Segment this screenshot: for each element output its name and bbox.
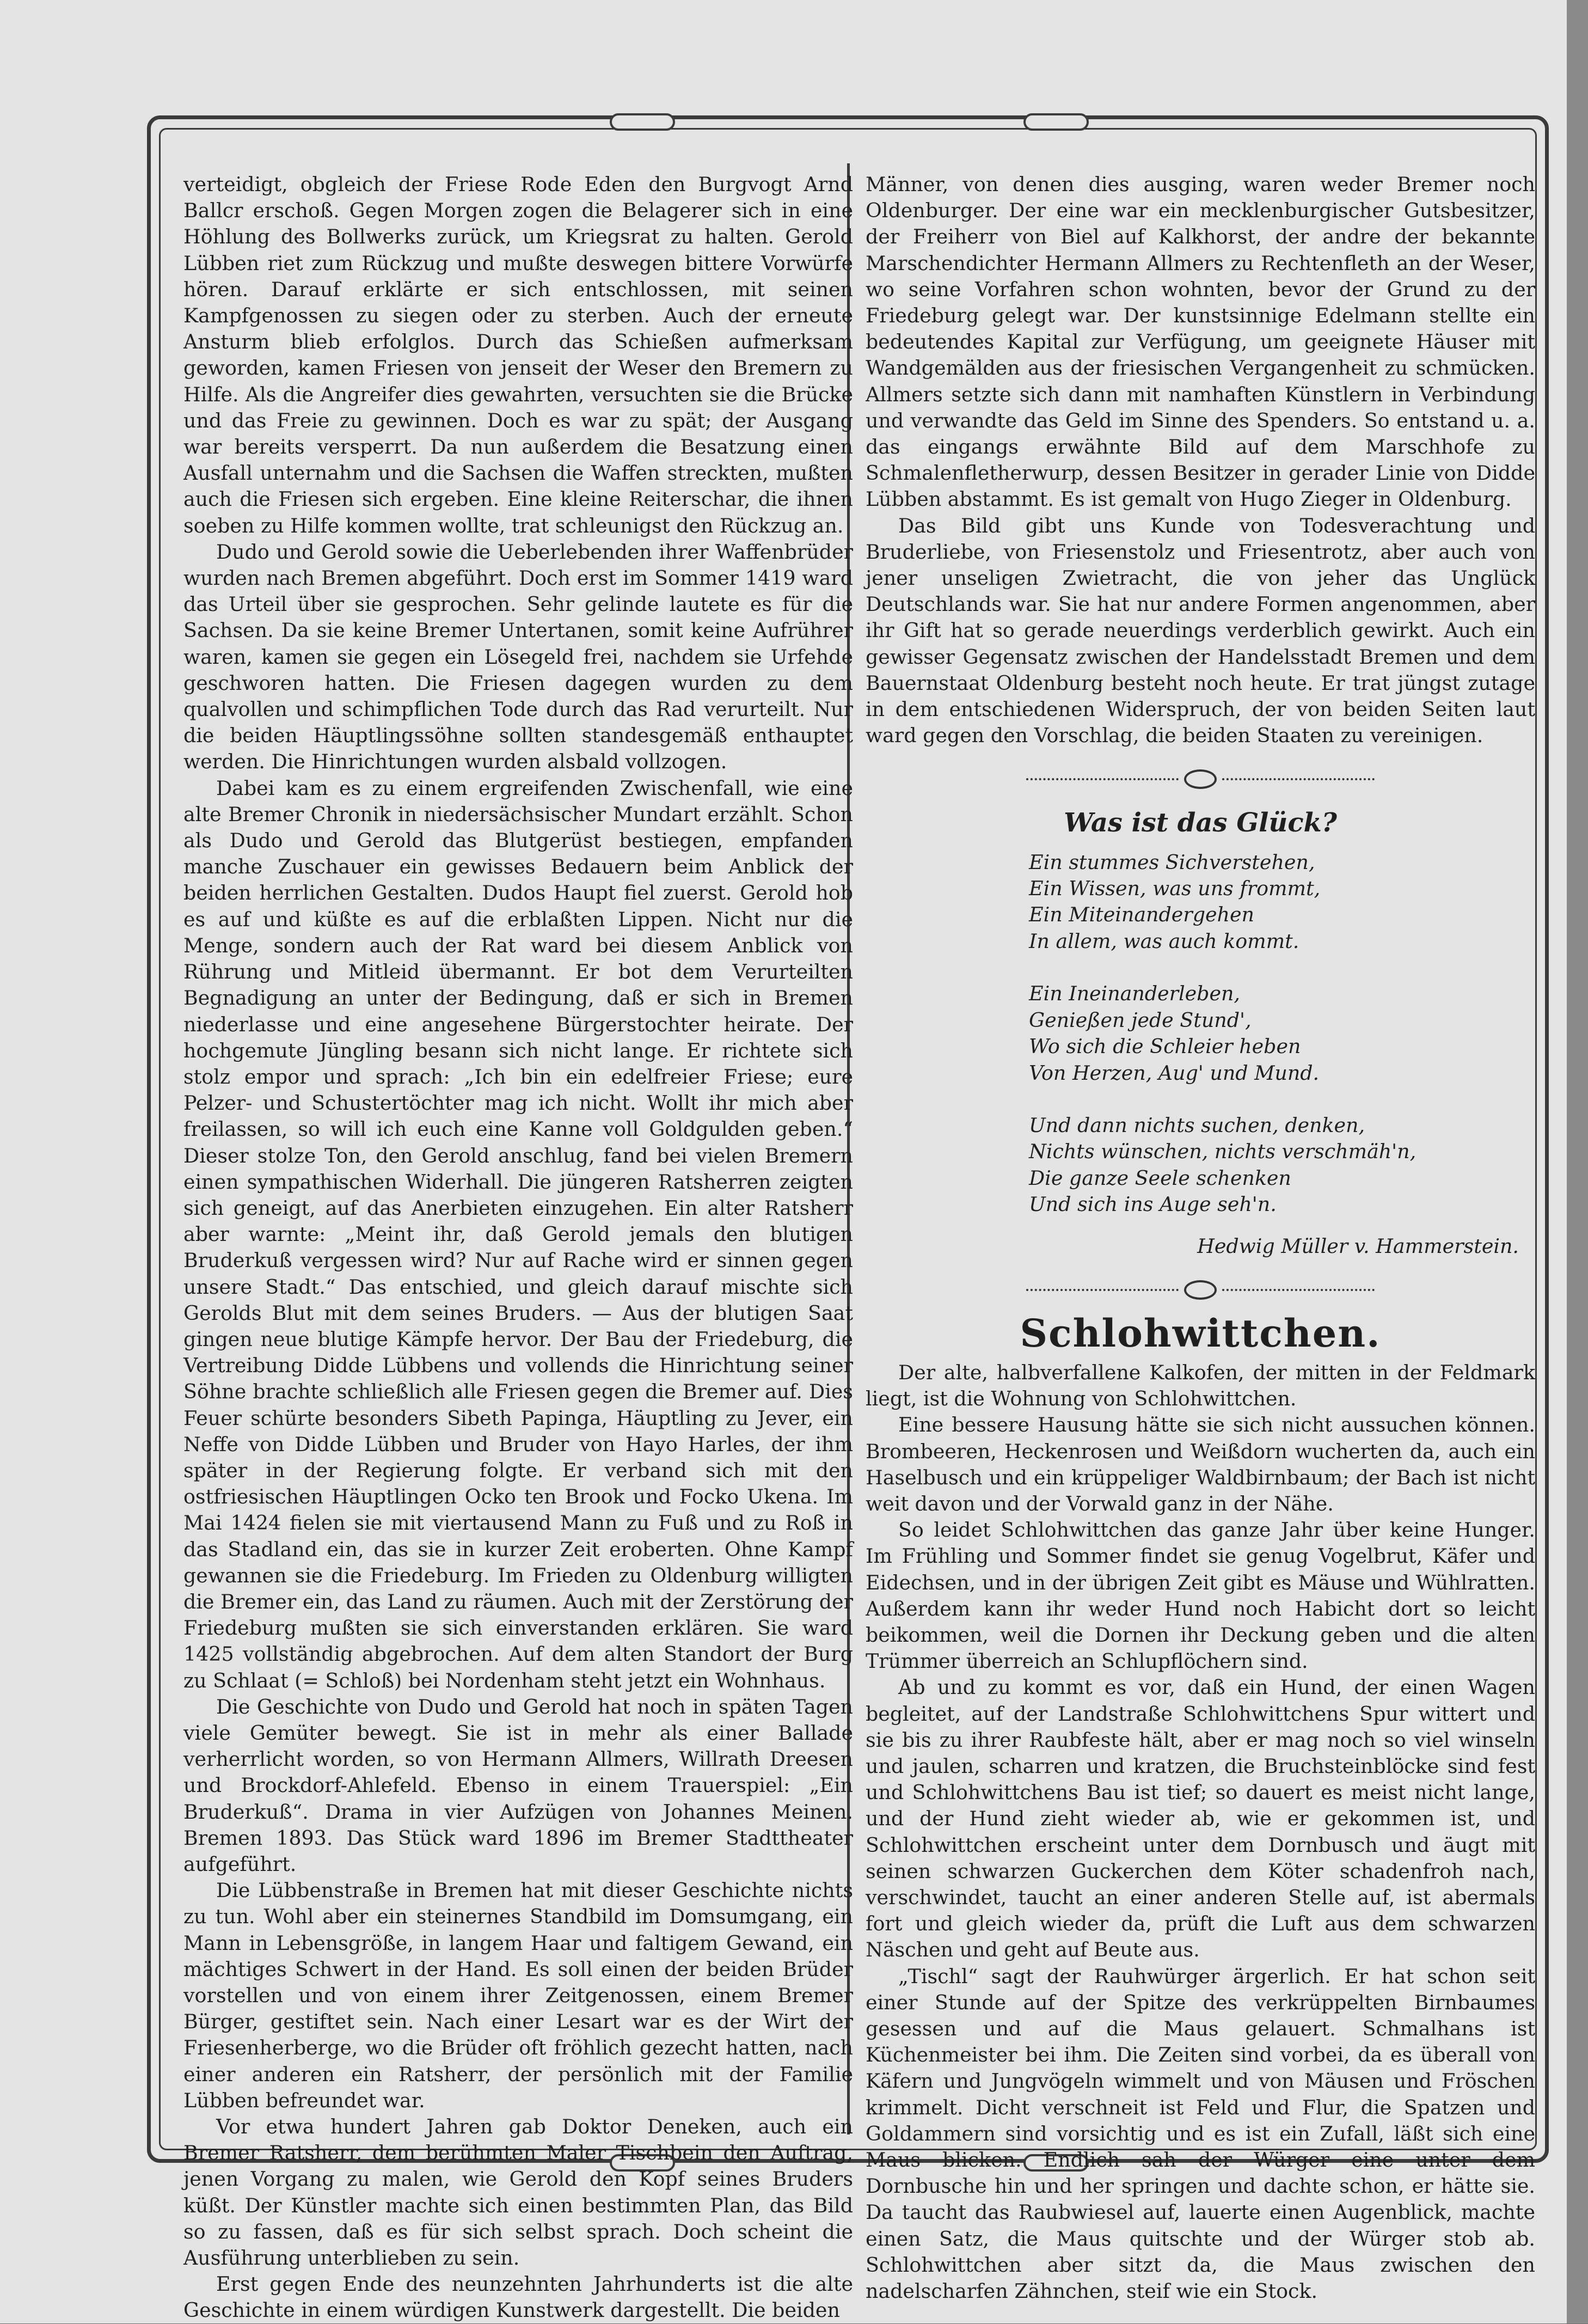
poem-stanza — [1029, 1112, 1535, 1218]
poem-line: Nichts wünschen, nichts verschmäh'n, — [1029, 1140, 1417, 1164]
ornamental-divider — [866, 763, 1535, 796]
poem-stanza — [1029, 849, 1535, 955]
frame-ornament-top-left — [610, 113, 675, 131]
left-column — [159, 172, 853, 2324]
paragraph: Vor etwa hundert Jahren gab Doktor Deneken, auch ein Bremer Ratsherr, dem berühmten Maler Tischbein den Auftrag, jenen Vorgang zu malen, wie Gerold den Kopf seines Bruders küßt. Der Künstler machte sich einen bestimmten Plan, das Bild so zu fassen, daß es für sich selbst sprach. Doch scheint die Ausführung unterblieben zu sein. — [183, 2115, 853, 2270]
paragraph: Die Geschichte von Dudo und Gerold hat noch in späten Tagen viele Gemüter bewegt. Sie ist in mehr als einer Ballade verherrlicht worden, so von Hermann Allmers, Willrath Dreesen und Brockdorf-Ahlefeld. Ebenso in einem Trauerspiel: „Ein Bruderkuß“. Drama in vier Aufzügen von Johannes Meinen. Bremen 1893. Das Stück ward 1896 im Bremer Stadttheater aufgeführt. — [183, 1695, 853, 1876]
poem-stanza — [1029, 981, 1535, 1086]
right-column — [866, 172, 1535, 2304]
poem-line: Von Herzen, Aug' und Mund. — [1029, 1061, 1320, 1085]
poem — [1029, 849, 1535, 1218]
poem-author: Hedwig Müller v. Hammerstein. — [1197, 1234, 1519, 1258]
paragraph: Das Bild gibt uns Kunde von Todesverachtung und Bruderliebe, von Friesenstolz und Friesentrotz, aber auch von jener unseligen Zwietracht, die von jeher das Unglück Deutschlands war. Sie hat nur andere Formen angenommen, aber ihr Gift hat so gerade neuerdings verderblich gewirkt. Auch ein gewisser Gegensatz zwischen der Handelsstadt Bremen und dem Bauernstaat Oldenburg besteht noch heute. Er trat jüngst zutage in dem entschiedenen Widerspruch, der von beiden Seiten laut ward gegen den Vorschlag, die beiden Staaten zu vereinigen. — [866, 513, 1535, 748]
ornamental-divider — [866, 1274, 1535, 1306]
paragraph: Eine bessere Hausung hätte sie sich nicht aussuchen können. Brombeeren, Heckenrosen und Weißdorn wucherten da, auch ein Haselbusch und ein krüppeliger Waldbirnbaum; der Bach ist nicht weit davon und der Vorwald ganz in der Nähe. — [866, 1413, 1535, 1515]
poem-line: Ein Wissen, was uns frommt, — [1029, 877, 1321, 901]
paragraph: So leidet Schlohwittchen das ganze Jahr über keine Hunger. Im Frühling und Sommer findet sie genug Vogelbrut, Käfer und Eidechsen, und in der übrigen Zeit gibt es Mäuse und Wühlratten. Außerdem kann ihr weder Hund noch Habicht dort so leicht beikommen, weil die Dornen ihr Deckung geben und die alten Trümmer überreich an Schlupflöchern sind. — [866, 1518, 1535, 1673]
poem-line: Ein stummes Sichverstehen, — [1029, 850, 1315, 874]
poem-line: Ein Miteinandergehen — [1029, 903, 1254, 927]
poem-line: Wo sich die Schleier heben — [1029, 1035, 1301, 1059]
paragraph: Männer, von denen dies ausging, waren weder Bremer noch Oldenburger. Der eine war ein mecklenburgischer Gutsbesitzer, der Freiherr von Biel auf Kalkhorst, der andre der bekannte Marschendichter Hermann Allmers zu Rechtenfleth an der Weser, wo seine Vorfahren schon wohnten, bevor der Grund zu der Friedeburg gelegt war. Der kunstsinnige Edelmann stellte ein bedeutendes Kapital zur Verfügung, um geeignete Häuser mit Wandgemälden aus der friesischen Vergangenheit zu schmücken. Allmers setzte sich dann mit namhaften Künstlern in Verbindung und verwandte das Geld im Sinne des Spenders. So entstand u. a. das eingangs erwähnte Bild auf dem Marschhofe zu Schmalenfletherwurp, dessen Besitzer in gerader Linie von Didde Lübben abstammt. Es ist gemalt von Hugo Zieger in Oldenburg. — [866, 173, 1535, 511]
paragraph: Dudo und Gerold sowie die Ueberlebenden ihrer Waffenbrüder wurden nach Bremen abgeführt. Doch erst im Sommer 1419 ward das Urteil über sie gesprochen. Sehr gelinde lautete es für die Sachsen. Da sie keine Bremer Untertanen, somit keine Aufrührer waren, kamen sie gegen ein Lösegeld frei, nachdem sie Urfehde geschworen hatten. Die Friesen dagegen wurden zu dem qualvollen und schimpflichen Tode durch das Rad verurteilt. Nur die beiden Häuptlingssöhne sollten standesgemäß enthauptet werden. Die Hinrichtungen wurden alsbald vollzogen. — [183, 540, 853, 774]
poem-line: Genießen jede Stund', — [1029, 1008, 1252, 1032]
poem-line: Und sich ins Auge seh'n. — [1029, 1192, 1277, 1216]
poem-line: In allem, was auch kommt. — [1029, 929, 1299, 953]
page-edge — [1567, 0, 1588, 2323]
poem-line: Ein Ineinanderleben, — [1029, 982, 1241, 1006]
poem-line: Die ganze Seele schenken — [1029, 1166, 1291, 1190]
story-title: Schlohwittchen. — [1020, 1310, 1381, 1356]
paragraph: Die Lübbenstraße in Bremen hat mit dieser Geschichte nichts zu tun. Wohl aber ein steinernes Standbild im Domsumgang, ein Mann in Lebensgröße, in langem Haar und faltigem Gewand, ein mächtiges Schwert in der Hand. Es soll einen der beiden Brüder vorstellen und von einem ihrer Zeitgenossen, einem Bremer Bürger, gestiftet sein. Nach einer Lesart war es der Wirt der Friesenherberge, wo die Brüder oft fröhlich gezecht hatten, nach einer anderen ein Ratsherr, der persönlich mit der Familie Lübben befreundet war. — [183, 1879, 853, 2112]
frame-ornament-top-right — [1023, 113, 1089, 131]
knot-ornament-icon — [1184, 1280, 1217, 1300]
poem-title: Was ist das Glück? — [1064, 808, 1337, 839]
knot-ornament-icon — [1184, 769, 1217, 789]
paragraph: Der alte, halbverfallene Kalkofen, der mitten in der Feldmark liegt, ist die Wohnung von Schlohwittchen. — [866, 1360, 1535, 1411]
paragraph: verteidigt, obgleich der Friese Rode Eden den Burgvogt Arnd Ballcr erschoß. Gegen Morgen zogen die Belagerer sich in eine Höhlung des Bollwerks zurück, um Kriegsrat zu halten. Gerold Lübben riet zum Rückzug und mußte deswegen bittere Vorwürfe hören. Darauf erklärte er sich entschlossen, mit seinen Kampfgenossen zu siegen oder zu sterben. Auch der erneute Ansturm blieb erfolglos. Durch das Schießen aufmerksam geworden, kamen Friesen von jenseit der Weser den Bremern zu Hilfe. Als die Angreifer dies gewahrten, versuchten sie die Brücke und das Freie zu gewinnen. Doch es war zu spät; der Ausgang war bereits versperrt. Da nun außerdem die Besatzung einen Ausfall unternahm und die Sachsen die Waffen streckten, mußten auch die Friesen sich ergeben. Eine kleine Reiterschar, die ihnen soeben zu Hilfe kommen wollte, trat schleunigst den Rückzug an. — [183, 173, 853, 537]
poem-line: Und dann nichts suchen, denken, — [1029, 1113, 1365, 1137]
paragraph: „Tischl“ sagt der Rauhwürger ärgerlich. Er hat schon seit einer Stunde auf der Spitze des verkrüppelten Birnbaumes gesessen und auf die Maus gelauert. Schmalhans ist Küchenmeister bei ihm. Die Zeiten sind vorbei, da es überall von Käfern und Jungvögeln wimmelt und von Mäusen und Fröschen krimmelt. Dicht verschneit ist Feld und Flur, die Spatzen und Goldammern sind vorsichtig und es ist ein Zufall, läßt sich eine Maus blicken. Endlich sah der Würger eine unter dem Dornbusche hin und her springen und dachte schon, er hätte sie. Da taucht das Raubwiesel auf, lauerte einen Augenblick, machte einen Satz, die Maus quitschte und der Würger stob ab. Schlohwittchen aber sitzt da, die Maus zwischen den nadelscharfen Zähnchen, steif wie ein Stock. — [866, 1964, 1535, 2303]
paragraph: Ab und zu kommt es vor, daß ein Hund, der einen Wagen begleitet, auf der Landstraße Schlohwittchens Spur wittert und sie bis zu ihrer Raubfeste hält, aber er mag noch so viel winseln und jaulen, scharren und kratzen, die Bruchsteinblöcke sind fest und Schlohwittchens Bau ist tief; so dauert es meist nicht lange, und der Hund zieht wieder ab, wie er gekommen ist, und Schlohwittchen erscheint unter dem Dornbusch und äugt mit seinen schwarzen Guckerchen dem Köter schadenfroh nach, verschwindet, taucht an einer anderen Stelle auf, ist abermals fort und gleich wieder da, prüft die Luft aus dem schwarzen Näschen und geht auf Beute aus. — [866, 1675, 1535, 1962]
paragraph: Erst gegen Ende des neunzehnten Jahrhunderts ist die alte Geschichte in einem würdigen Kunstwerk dargestellt. Die beiden — [183, 2272, 853, 2322]
paragraph: Dabei kam es zu einem ergreifenden Zwischenfall, wie eine alte Bremer Chronik in niedersächsischer Mundart erzählt. Schon als Dudo und Gerold das Blutgerüst bestiegen, empfanden manche Zuschauer ein gewisses Bedauern beim Anblick der beiden herrlichen Gestalten. Dudos Haupt fiel zuerst. Gerold hob es auf und küßte es auf die erblaßten Lippen. Nicht nur die Menge, sondern auch der Rat ward bei diesem Anblick von Rührung und Mitleid übermannt. Er bot dem Verurteilten Begnadigung an unter der Bedingung, daß er sich in Bremen niederlasse und eine angesehene Bürgerstochter heirate. Der hochgemute Jüngling besann sich nicht lange. Er richtete sich stolz empor und sprach: „Ich bin ein edelfreier Friese; eure Pelzer- und Schustertöchter mag ich nicht. Wollt ihr mich aber freilassen, so will ich euch eine Kanne voll Goldgulden geben.“ Dieser stolze Ton, den Gerold anschlug, fand bei vielen Bremern einen sympathischen Widerhall. Die jüngeren Ratsherren zeigten sich geneigt, auf das Anerbieten einzugehen. Ein alter Ratsherr aber warnte: „Meint ihr, daß Gerold jemals den blutigen Bruderkuß vergessen wird? Nur auf Rache wird er sinnen gegen unsere Stadt.“ Das entschied, und gleich darauf mischte sich Gerolds Blut mit dem seines Bruders. — Aus der blutigen Saat gingen neue blutige Kämpfe hervor. Der Bau der Friedeburg, die Vertreibung Didde Lübbens und vollends die Hinrichtung seiner Söhne brachte schließlich alle Friesen gegen die Bremer auf. Dies Feuer schürte besonders Sibeth Papinga, Häuptling zu Jever, ein Neffe von Didde Lübben und Bruder von Hayo Harles, der ihm später in der Regierung folgte. Er verband sich mit den ostfriesischen Häuptlingen Ocko ten Brook und Focko Ukena. Im Mai 1424 fielen sie mit viertausend Mann zu Fuß und zu Roß in das Stadland ein, das sie in kurzer Zeit eroberten. Ohne Kampf gewannen sie die Friedeburg. Im Frieden zu Oldenburg willigten die Bremer ein, das Land zu räumen. Auch mit der Zerstörung der Friedeburg mußten sie sich einverstanden erklären. Sie ward 1425 vollständig abgebrochen. Auf dem alten Standort der Burg zu Schlaat (= Schloß) bei Nordenham steht jetzt ein Wohnhaus. — [183, 776, 853, 1692]
